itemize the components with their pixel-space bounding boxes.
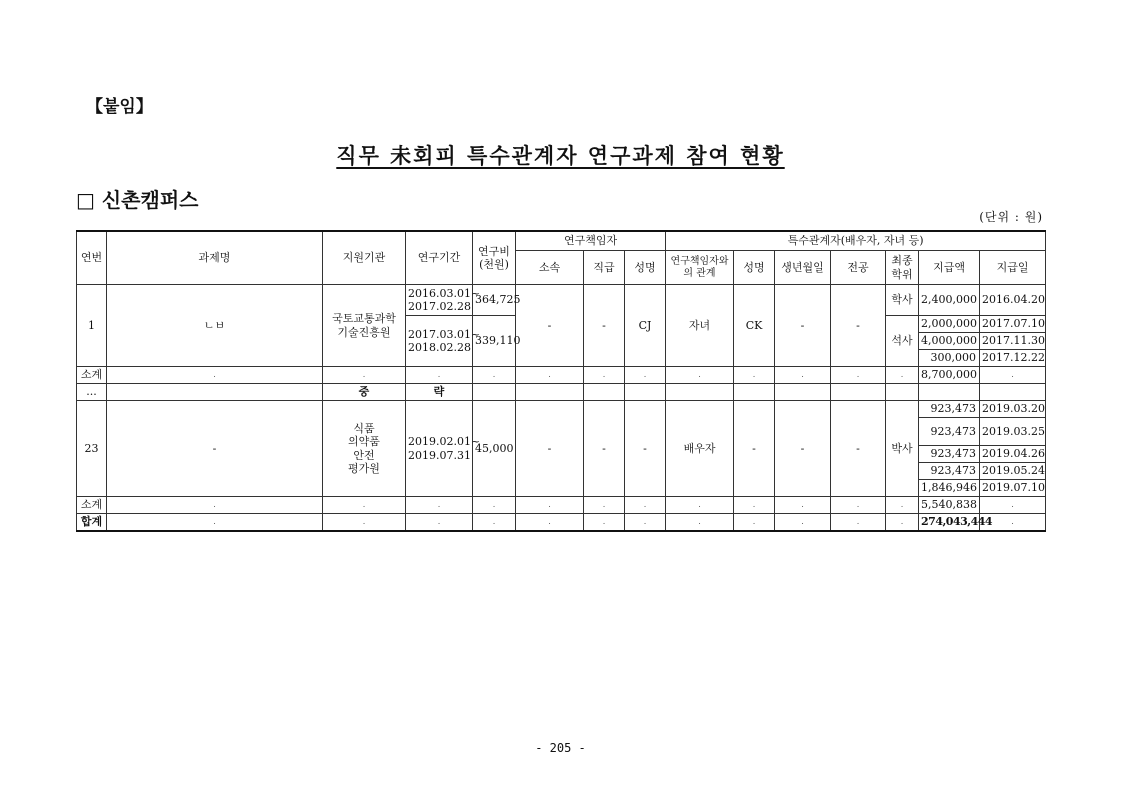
col-header-pi-group: 연구책임자 [516, 231, 666, 251]
filler-dot: . [625, 497, 666, 514]
payment-amount: 923,473 [919, 463, 980, 480]
row1-degree-b: 석사 [886, 316, 919, 367]
filler-dot: . [625, 367, 666, 384]
page-number: - 205 - [535, 741, 586, 755]
payment-amount: 923,473 [919, 446, 980, 463]
filler-dot: . [107, 514, 323, 532]
filler-dot: . [584, 367, 625, 384]
filler-dot: . [516, 514, 584, 532]
col-header-date: 지급일 [980, 251, 1046, 285]
payment-amount: 2,000,000 [919, 316, 980, 333]
col-header-degree: 최종 학위 [886, 251, 919, 285]
row1-pi-name: CJ [625, 285, 666, 367]
filler-dot: . [107, 367, 323, 384]
payment-amount: 4,000,000 [919, 333, 980, 350]
filler-dot: . [980, 514, 1046, 532]
row1-project: ㄴㅂ [107, 285, 323, 367]
filler-dot: . [980, 367, 1046, 384]
table-header-row [77, 231, 1046, 251]
omission-empty [775, 384, 831, 401]
filler-dot: . [323, 367, 406, 384]
omission-empty [831, 384, 886, 401]
col-header-related-group: 특수관계자(배우자, 자녀 등) [666, 231, 1046, 251]
row23-period: 2019.02.01~ 2019.07.31 [406, 401, 473, 497]
row1-rel-major: - [831, 285, 886, 367]
filler-dot: . [886, 497, 919, 514]
filler-dot: . [625, 514, 666, 532]
col-header-agency: 지원기관 [323, 231, 406, 285]
row1-pi-dept: - [516, 285, 584, 367]
omission-empty [625, 384, 666, 401]
row23-pi-dept: - [516, 401, 584, 497]
filler-dot: . [831, 367, 886, 384]
row23-budget: 45,000 [473, 401, 516, 497]
payment-amount: 2,400,000 [919, 285, 980, 316]
row1-budget-b: 339,110 [473, 316, 516, 367]
row23-project: - [107, 401, 323, 497]
unit-note: (단위 : 원) [979, 210, 1043, 224]
filler-dot: . [734, 514, 775, 532]
col-header-rel-birth: 생년월일 [775, 251, 831, 285]
row23-rel-major: - [831, 401, 886, 497]
payment-amount: 300,000 [919, 350, 980, 367]
payment-amount: 923,473 [919, 418, 980, 446]
filler-dot: . [831, 497, 886, 514]
omission-empty [473, 384, 516, 401]
filler-dot: . [666, 367, 734, 384]
filler-dot: . [516, 367, 584, 384]
filler-dot: . [980, 497, 1046, 514]
total-amount: 274,043,444 [919, 514, 980, 532]
row23-agency: 식품 의약품 안전 평가원 [323, 401, 406, 497]
filler-dot: . [406, 367, 473, 384]
table-row [77, 285, 1046, 316]
filler-dot: . [831, 514, 886, 532]
filler-dot: . [734, 497, 775, 514]
row1-rel-name: CK [734, 285, 775, 367]
payment-date: 2019.03.20 [980, 401, 1046, 418]
filler-dot: . [775, 514, 831, 532]
row1-no: 1 [77, 285, 107, 367]
row23-degree: 박사 [886, 401, 919, 497]
row23-pi-rank: - [584, 401, 625, 497]
payment-date: 2019.05.24 [980, 463, 1046, 480]
col-header-pi-name: 성명 [625, 251, 666, 285]
filler-dot: . [323, 497, 406, 514]
row23-relation: 배우자 [666, 401, 734, 497]
omission-empty [886, 384, 919, 401]
omission-mid: 중 [323, 384, 406, 401]
row1-agency: 국토교통과학 기술진흥원 [323, 285, 406, 367]
row1-rel-birth: - [775, 285, 831, 367]
omission-empty [734, 384, 775, 401]
payment-date: 2017.11.30 [980, 333, 1046, 350]
subtotal-row [77, 367, 1046, 384]
attachment-label: 【붙임】 [86, 97, 153, 117]
subtotal-label: 소계 [77, 497, 107, 514]
row23-rel-name: - [734, 401, 775, 497]
filler-dot: . [473, 514, 516, 532]
col-header-budget: 연구비 (천원) [473, 231, 516, 285]
payment-date: 2019.04.26 [980, 446, 1046, 463]
filler-dot: . [406, 514, 473, 532]
payment-amount: 923,473 [919, 401, 980, 418]
omission-empty [584, 384, 625, 401]
row1-period-a: 2016.03.01~ 2017.02.28 [406, 285, 473, 316]
payment-date: 2016.04.20 [980, 285, 1046, 316]
col-header-project: 과제명 [107, 231, 323, 285]
filler-dot: . [323, 514, 406, 532]
omission-empty [666, 384, 734, 401]
table-row [77, 401, 1046, 418]
filler-dot: . [775, 497, 831, 514]
filler-dot: . [775, 367, 831, 384]
filler-dot: . [584, 497, 625, 514]
row23-pi-name: - [625, 401, 666, 497]
col-header-pi-dept: 소속 [516, 251, 584, 285]
omission-short: 략 [406, 384, 473, 401]
filler-dot: . [406, 497, 473, 514]
row1-period-b: 2017.03.01~ 2018.02.28 [406, 316, 473, 367]
col-header-no: 연번 [77, 231, 107, 285]
omission-empty [919, 384, 980, 401]
row1-degree-a: 학사 [886, 285, 919, 316]
row1-relation: 자녀 [666, 285, 734, 367]
subtotal-label: 소계 [77, 367, 107, 384]
subtotal-amount: 5,540,838 [919, 497, 980, 514]
filler-dot: . [107, 497, 323, 514]
col-header-rel-major: 전공 [831, 251, 886, 285]
row1-pi-rank: - [584, 285, 625, 367]
col-header-pi-rank: 직급 [584, 251, 625, 285]
col-header-amount: 지급액 [919, 251, 980, 285]
col-header-period: 연구기간 [406, 231, 473, 285]
total-row [77, 514, 1046, 532]
filler-dot: . [666, 514, 734, 532]
filler-dot: . [886, 514, 919, 532]
omission-empty [516, 384, 584, 401]
subtotal-row [77, 497, 1046, 514]
total-label: 합계 [77, 514, 107, 532]
omission-row [77, 384, 1046, 401]
payment-date: 2019.03.25 [980, 418, 1046, 446]
document-title-text: 직무 未회피 특수관계자 연구과제 참여 현황 [336, 144, 785, 168]
filler-dot: . [516, 497, 584, 514]
filler-dot: . [734, 367, 775, 384]
payment-date: 2017.12.22 [980, 350, 1046, 367]
payment-amount: 1,846,946 [919, 480, 980, 497]
filler-dot: . [584, 514, 625, 532]
omission-no: ... [77, 384, 107, 401]
row23-rel-birth: - [775, 401, 831, 497]
filler-dot: . [473, 367, 516, 384]
col-header-rel-name: 성명 [734, 251, 775, 285]
col-header-relation: 연구책임자와 의 관계 [666, 251, 734, 285]
filler-dot: . [666, 497, 734, 514]
subtotal-amount: 8,700,000 [919, 367, 980, 384]
row23-no: 23 [77, 401, 107, 497]
payment-date: 2017.07.10 [980, 316, 1046, 333]
campus-heading: □ 신촌캠퍼스 [76, 188, 199, 212]
document-title [0, 140, 1121, 170]
participation-table [76, 230, 1046, 532]
row1-budget-a: 364,725 [473, 285, 516, 316]
omission-empty [980, 384, 1046, 401]
filler-dot: . [886, 367, 919, 384]
filler-dot: . [473, 497, 516, 514]
omission-empty [107, 384, 323, 401]
payment-date: 2019.07.10 [980, 480, 1046, 497]
